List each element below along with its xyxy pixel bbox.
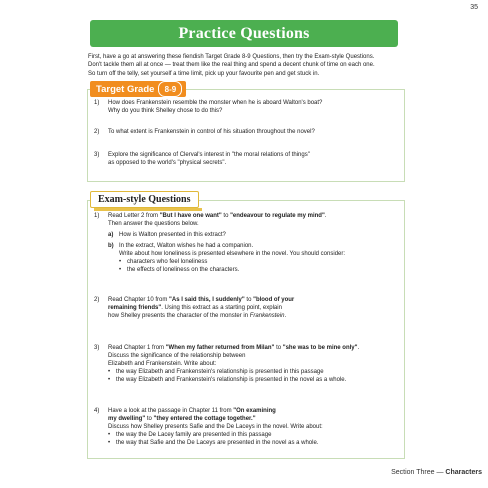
question-line: as opposed to the world's "physical secrets". <box>108 159 227 166</box>
question-line: To what extent is Frankenstein in control of his situation throughout the novel? <box>108 129 315 135</box>
intro-text <box>88 53 404 78</box>
quote: "On examining <box>233 408 276 414</box>
sub-line: In the extract, Walton wishes he had a companion. <box>119 243 254 249</box>
footer-section: Section Three — <box>391 469 446 476</box>
text: Have a look at the passage in Chapter 11 from <box>108 408 234 414</box>
page-number: 35 <box>470 4 478 11</box>
question-number: 2) <box>94 297 100 303</box>
intro-line: Don't tackle them all at once — treat them like the real thing and spend a decent chunk of time on each one. <box>88 62 375 69</box>
question-number: 1) <box>94 100 100 106</box>
text: . <box>284 312 287 319</box>
title-banner <box>90 20 398 47</box>
question-line: How does Frankenstein resemble the monster when he is aboard Walton's boat? <box>108 100 323 106</box>
question-line: Then answer the questions below. <box>108 220 199 227</box>
footer-chapter: Characters <box>445 469 482 476</box>
quote: remaining friends" <box>108 304 162 311</box>
question-line: Explore the significance of Clerval's interest in "the moral relations of things" <box>108 152 310 158</box>
page-footer <box>310 469 482 476</box>
text: to <box>244 297 254 303</box>
question-line: Discuss how Shelley presents Safie and the De Laceys in the novel. Write about: <box>108 423 323 430</box>
exam-style-label: Exam-style Questions <box>98 194 191 205</box>
quote: "endeavour to regulate my mind" <box>230 213 325 219</box>
text: Read Letter 2 from <box>108 213 160 219</box>
text: . <box>324 213 327 219</box>
page-title: Practice Questions <box>178 24 310 42</box>
quote: "As I said this, I suddenly" <box>169 297 245 303</box>
sub-number: b) <box>108 243 114 249</box>
question-line: Discuss the significance of the relationship between <box>108 352 246 359</box>
text: Read Chapter 1 from <box>108 345 166 351</box>
sub-line: Write about how loneliness is presented elsewhere in the novel. You should consider: <box>119 250 346 257</box>
text: how Shelley presents the character of the monster in <box>108 312 250 319</box>
question-number: 2) <box>94 129 100 135</box>
text: to <box>274 345 283 351</box>
text: to <box>145 415 154 422</box>
question-number: 4) <box>94 408 100 414</box>
text: . <box>357 345 360 351</box>
question-number: 3) <box>94 345 100 351</box>
question-number: 3) <box>94 152 100 158</box>
quote: "they entered the cottage together." <box>153 415 256 422</box>
quote: "When my father returned from Milan" <box>165 345 275 351</box>
intro-line: First, have a go at answering these fiendish Target Grade 8-9 Questions, then try the Exam-style Questions. <box>88 54 375 60</box>
grade-badge: 8-9 <box>158 81 182 97</box>
book-title: Frankenstein <box>249 312 285 319</box>
quote: my dwelling" <box>108 415 146 422</box>
question-line: Elizabeth and Frankenstein. Write about: <box>108 360 217 367</box>
text: to <box>221 213 231 219</box>
text: . Using this extract as a starting point, explain <box>161 304 282 311</box>
quote: "she was to be mine only" <box>282 345 358 351</box>
intro-line: So turn off the telly, set yourself a time limit, pick up your favourite pen and get stuck in. <box>88 70 320 77</box>
question-number: 1) <box>94 213 100 219</box>
exam-style-header <box>90 191 199 208</box>
sub-line: How is Walton presented in this extract? <box>119 232 226 238</box>
sub-number: a) <box>108 232 114 238</box>
text: Read Chapter 10 from <box>108 297 170 303</box>
target-grade-header <box>90 81 186 97</box>
quote: "But I have one want" <box>159 213 222 219</box>
question-line: Why do you think Shelley chose to do this? <box>108 107 223 114</box>
target-grade-label: Target Grade <box>96 83 155 95</box>
quote: "blood of your <box>253 297 295 303</box>
